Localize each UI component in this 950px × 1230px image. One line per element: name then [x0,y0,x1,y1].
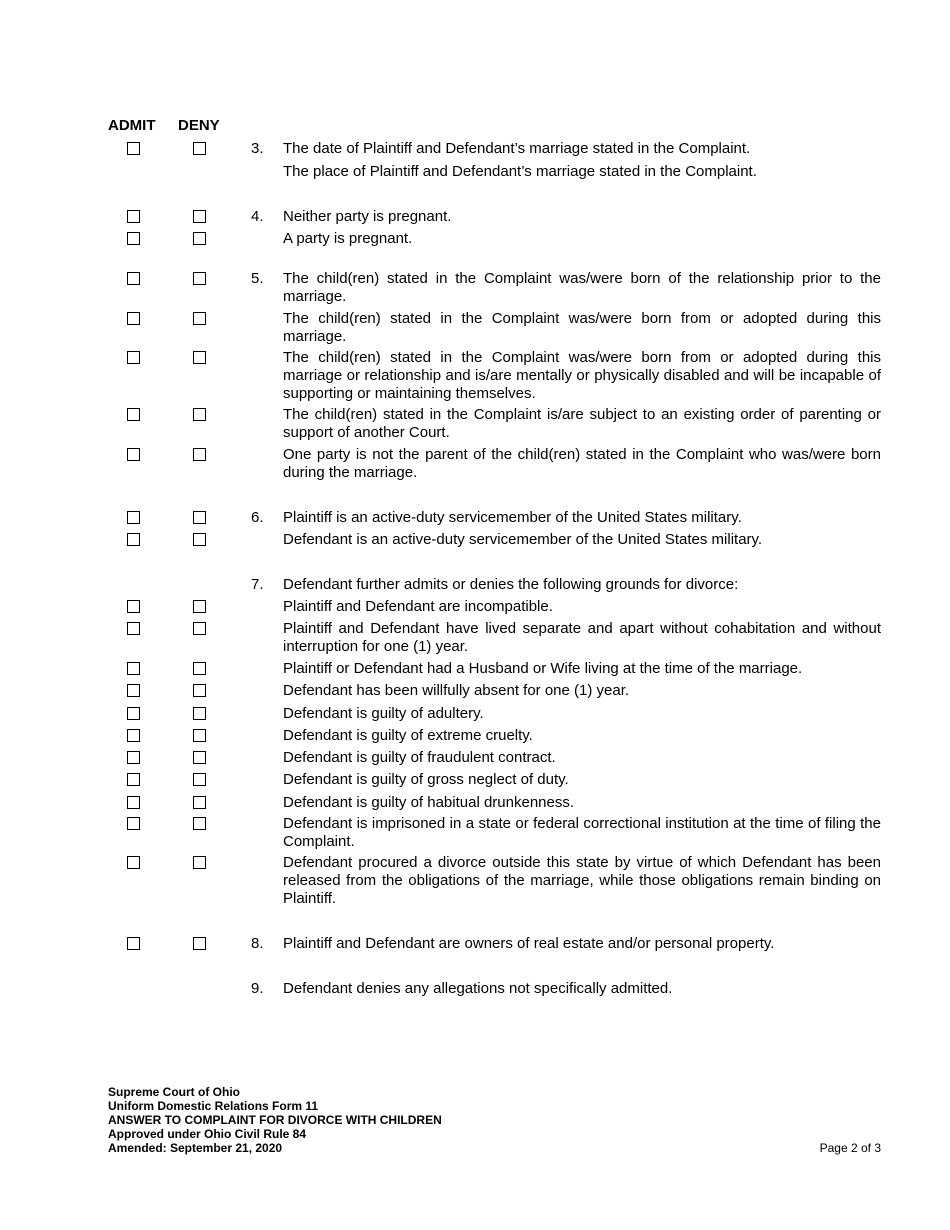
admit-checkbox[interactable] [127,729,140,742]
allegation-text: The child(ren) stated in the Complaint was/were born from or adopted during this marriage or relationship and is/are mentally or physically disabled and will be incapable of supporting or maintaining themselves. [283,349,881,402]
allegation-number: 4. [251,208,264,225]
deny-checkbox[interactable] [193,511,206,524]
deny-checkbox[interactable] [193,448,206,461]
allegation-text: Defendant is guilty of fraudulent contract. [283,749,556,766]
deny-checkbox[interactable] [193,817,206,830]
allegation-text: Defendant denies any allegations not specifically admitted. [283,980,673,997]
deny-checkbox[interactable] [193,600,206,613]
admit-checkbox[interactable] [127,937,140,950]
allegation-text: Defendant is guilty of habitual drunkenness. [283,794,575,811]
deny-checkbox[interactable] [193,272,206,285]
admit-checkbox[interactable] [127,856,140,869]
allegation-number: 3. [251,140,264,157]
admit-checkbox[interactable] [127,533,140,546]
allegation-text: The child(ren) stated in the Complaint was/were born from or adopted during this marriage. [283,310,881,345]
allegation-text: Plaintiff and Defendant are incompatible. [283,598,553,615]
allegation-number: 8. [251,935,264,952]
admit-checkbox[interactable] [127,272,140,285]
admit-checkbox[interactable] [127,232,140,245]
admit-checkbox[interactable] [127,684,140,697]
allegation-text: The place of Plaintiff and Defendant’s marriage stated in the Complaint. [283,163,757,180]
admit-checkbox[interactable] [127,408,140,421]
allegation-text: Plaintiff or Defendant had a Husband or Wife living at the time of the marriage. [283,660,803,677]
admit-checkbox[interactable] [127,751,140,764]
form-footer [108,1085,442,1155]
admit-checkbox[interactable] [127,622,140,635]
footer-court: Supreme Court of Ohio [108,1085,240,1099]
deny-checkbox[interactable] [193,622,206,635]
footer-approval: Approved under Ohio Civil Rule 84 [108,1127,307,1141]
allegation-number: 9. [251,980,264,997]
deny-checkbox[interactable] [193,408,206,421]
allegation-text: The date of Plaintiff and Defendant’s marriage stated in the Complaint. [283,140,751,157]
deny-checkbox[interactable] [193,856,206,869]
allegation-text: Defendant is guilty of adultery. [283,705,484,722]
deny-checkbox[interactable] [193,796,206,809]
admit-checkbox[interactable] [127,707,140,720]
allegation-text: Defendant is guilty of gross neglect of duty. [283,771,569,788]
admit-checkbox[interactable] [127,511,140,524]
allegation-text: Defendant is guilty of extreme cruelty. [283,727,533,744]
deny-checkbox[interactable] [193,142,206,155]
deny-checkbox[interactable] [193,210,206,223]
allegation-number: 5. [251,270,264,287]
allegation-text: Plaintiff is an active-duty servicemember of the United States military. [283,509,742,526]
deny-checkbox[interactable] [193,751,206,764]
footer-form-number: Uniform Domestic Relations Form 11 [108,1099,319,1113]
allegation-text: Plaintiff and Defendant have lived separate and apart without cohabitation and without interruption for one (1) year. [283,620,881,655]
admit-checkbox[interactable] [127,817,140,830]
admit-checkbox[interactable] [127,142,140,155]
deny-column-header: DENY [178,117,220,134]
deny-checkbox[interactable] [193,662,206,675]
footer-amended: Amended: September 21, 2020 [108,1141,283,1155]
admit-checkbox[interactable] [127,773,140,786]
allegation-text: The child(ren) stated in the Complaint was/were born of the relationship prior to the marriage. [283,270,881,305]
deny-checkbox[interactable] [193,533,206,546]
allegation-text: Defendant procured a divorce outside this state by virtue of which Defendant has been released from the obligations of the marriage, while those obligations remain binding on Plaintiff. [283,854,881,907]
deny-checkbox[interactable] [193,773,206,786]
admit-column-header: ADMIT [108,117,156,134]
allegation-text: Defendant is an active-duty servicemember of the United States military. [283,531,763,548]
admit-checkbox[interactable] [127,351,140,364]
deny-checkbox[interactable] [193,684,206,697]
allegation-text: Defendant further admits or denies the following grounds for divorce: [283,576,739,593]
allegation-text: A party is pregnant. [283,230,413,247]
deny-checkbox[interactable] [193,937,206,950]
deny-checkbox[interactable] [193,351,206,364]
admit-checkbox[interactable] [127,662,140,675]
deny-checkbox[interactable] [193,232,206,245]
admit-checkbox[interactable] [127,600,140,613]
admit-checkbox[interactable] [127,210,140,223]
admit-checkbox[interactable] [127,448,140,461]
allegation-text: Neither party is pregnant. [283,208,452,225]
allegation-text: The child(ren) stated in the Complaint is/are subject to an existing order of parenting or support of another Court. [283,406,881,441]
allegation-text: Defendant has been willfully absent for one (1) year. [283,682,630,699]
page-number: Page 2 of 3 [819,1141,881,1155]
deny-checkbox[interactable] [193,312,206,325]
allegation-text: Plaintiff and Defendant are owners of real estate and/or personal property. [283,935,775,952]
allegation-number: 6. [251,509,264,526]
allegation-text: Defendant is imprisoned in a state or federal correctional institution at the time of filing the Complaint. [283,815,881,850]
admit-checkbox[interactable] [127,796,140,809]
admit-checkbox[interactable] [127,312,140,325]
deny-checkbox[interactable] [193,707,206,720]
allegation-text: One party is not the parent of the child(ren) stated in the Complaint who was/were born during the marriage. [283,446,881,481]
allegation-number: 7. [251,576,264,593]
deny-checkbox[interactable] [193,729,206,742]
footer-form-title: ANSWER TO COMPLAINT FOR DIVORCE WITH CHILDREN [108,1113,442,1127]
